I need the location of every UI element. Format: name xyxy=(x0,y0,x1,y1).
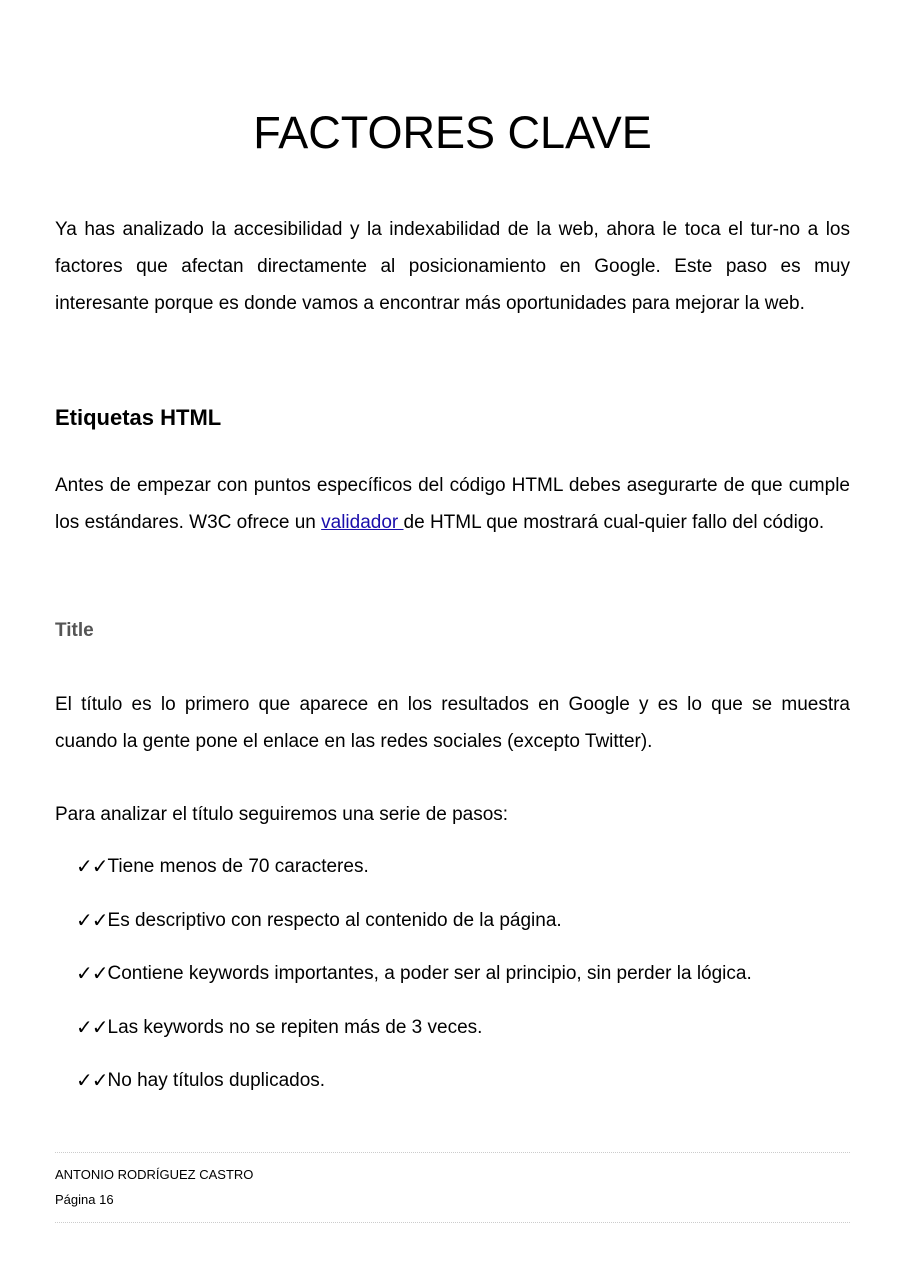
html-intro-paragraph xyxy=(55,467,850,541)
steps-lead-paragraph: Para analizar el título seguiremos una serie de pasos: xyxy=(55,804,509,825)
check-icon: ✓✓ xyxy=(76,1068,108,1093)
check-icon: ✓✓ xyxy=(76,907,108,932)
list-item xyxy=(76,1011,752,1065)
subheading-title: Title xyxy=(55,620,94,641)
footer-divider-top xyxy=(55,1152,850,1153)
list-item-text: Las keywords no se repiten más de 3 veces. xyxy=(107,1016,483,1038)
list-item xyxy=(76,904,752,958)
section-heading: Etiquetas HTML xyxy=(55,405,222,430)
list-item-text: Contiene keywords importantes, a poder ser al principio, sin perder la lógica. xyxy=(107,963,752,985)
check-icon: ✓✓ xyxy=(76,961,108,986)
html-intro-text-after: de HTML que mostrará cual-quier fallo del código. xyxy=(403,512,825,533)
footer-author: ANTONIO RODRÍGUEZ CASTRO xyxy=(55,1167,254,1182)
list-item-text: Tiene menos de 70 caracteres. xyxy=(107,856,369,877)
html-intro-text-before: Antes de empezar con puntos específicos del código HTML debes asegurarte de que cumple los estándares. W3C ofrece un xyxy=(55,475,850,533)
footer-page-number: Página 16 xyxy=(55,1192,114,1207)
check-icon: ✓✓ xyxy=(76,854,108,878)
footer-divider-bottom xyxy=(55,1222,850,1223)
title-description-paragraph: El título es lo primero que aparece en los resultados en Google y es lo que se muestra cuando la gente pone el enlace en las redes sociales (excepto Twitter). xyxy=(55,694,850,752)
checklist xyxy=(76,850,752,1118)
validator-link[interactable]: validador xyxy=(321,512,404,533)
page-title: FACTORES CLAVE xyxy=(253,107,652,158)
list-item-text: Es descriptivo con respecto al contenido de la página. xyxy=(107,909,562,931)
list-item xyxy=(76,1064,752,1118)
list-item xyxy=(76,957,752,1011)
intro-paragraph: Ya has analizado la accesibilidad y la indexabilidad de la web, ahora le toca el tur-no a los factores que afectan directamente al posicionamiento en Google. Este paso es muy interesante porque es donde vamos a encontrar más oportunidades para mejorar la web. xyxy=(55,219,850,314)
list-item-text: No hay títulos duplicados. xyxy=(107,1070,326,1092)
list-item xyxy=(76,850,752,904)
check-icon: ✓✓ xyxy=(76,1014,108,1039)
